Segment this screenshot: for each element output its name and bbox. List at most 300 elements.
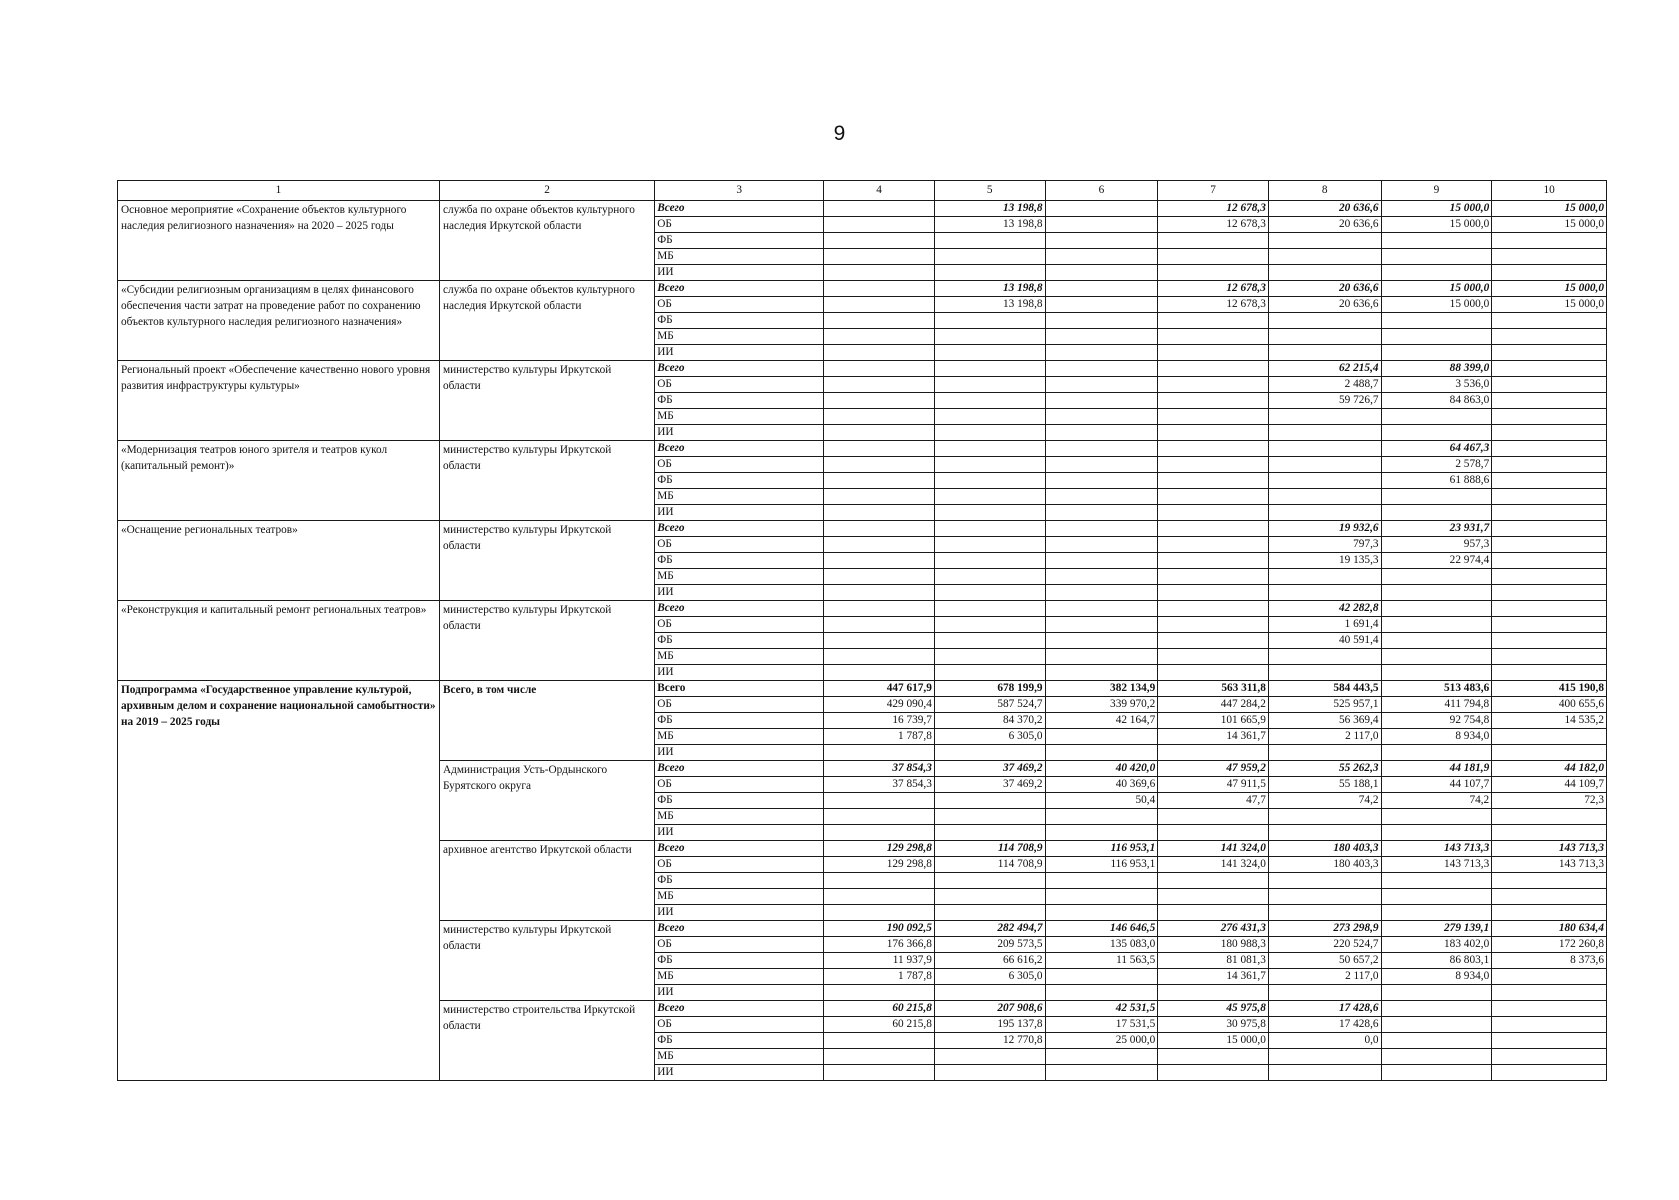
- amount-cell: [824, 489, 935, 505]
- amount-cell: 12 678,3: [1158, 281, 1269, 297]
- amount-cell: 50 657,2: [1268, 953, 1381, 969]
- page-number: 9: [833, 122, 846, 145]
- amount-cell: [1381, 649, 1492, 665]
- funding-source: Всего: [655, 681, 824, 697]
- amount-cell: [934, 377, 1045, 393]
- amount-cell: 20 636,6: [1268, 281, 1381, 297]
- amount-cell: [1268, 809, 1381, 825]
- amount-cell: [1492, 489, 1607, 505]
- amount-cell: 116 953,1: [1045, 857, 1158, 873]
- column-header: 6: [1045, 181, 1158, 201]
- amount-cell: [1381, 265, 1492, 281]
- amount-cell: 2 117,0: [1268, 969, 1381, 985]
- amount-cell: [1268, 585, 1381, 601]
- funding-source: ИИ: [655, 825, 824, 841]
- amount-cell: 50,4: [1045, 793, 1158, 809]
- amount-cell: [824, 1033, 935, 1049]
- amount-cell: [1492, 809, 1607, 825]
- amount-cell: 47,7: [1158, 793, 1269, 809]
- amount-cell: 72,3: [1492, 793, 1607, 809]
- amount-cell: [1045, 1049, 1158, 1065]
- amount-cell: [1492, 569, 1607, 585]
- funding-source: МБ: [655, 1049, 824, 1065]
- amount-cell: 59 726,7: [1268, 393, 1381, 409]
- amount-cell: [934, 1065, 1045, 1081]
- amount-cell: [1268, 409, 1381, 425]
- amount-cell: [1268, 745, 1381, 761]
- amount-cell: [934, 905, 1045, 921]
- column-header: 4: [824, 181, 935, 201]
- amount-cell: [1045, 297, 1158, 313]
- amount-cell: 1 787,8: [824, 969, 935, 985]
- table-body: [118, 201, 1607, 1081]
- responsible-executor: министерство культуры Иркутской области: [439, 921, 654, 1001]
- amount-cell: 25 000,0: [1045, 1033, 1158, 1049]
- amount-cell: 20 636,6: [1268, 217, 1381, 233]
- amount-cell: 2 578,7: [1381, 457, 1492, 473]
- funding-source: ИИ: [655, 425, 824, 441]
- amount-cell: [1045, 825, 1158, 841]
- amount-cell: [824, 249, 935, 265]
- amount-cell: 447 284,2: [1158, 697, 1269, 713]
- amount-cell: 19 135,3: [1268, 553, 1381, 569]
- funding-source: МБ: [655, 409, 824, 425]
- amount-cell: [824, 329, 935, 345]
- amount-cell: 339 970,2: [1045, 697, 1158, 713]
- amount-cell: 19 932,6: [1268, 521, 1381, 537]
- amount-cell: [1492, 745, 1607, 761]
- amount-cell: 12 678,3: [1158, 217, 1269, 233]
- amount-cell: [824, 585, 935, 601]
- amount-cell: [1045, 329, 1158, 345]
- amount-cell: [1492, 633, 1607, 649]
- amount-cell: [1492, 265, 1607, 281]
- amount-cell: 37 854,3: [824, 761, 935, 777]
- funding-source: Всего: [655, 841, 824, 857]
- amount-cell: [1381, 1033, 1492, 1049]
- amount-cell: [824, 553, 935, 569]
- funding-source: ИИ: [655, 585, 824, 601]
- amount-cell: 172 260,8: [1492, 937, 1607, 953]
- amount-cell: 15 000,0: [1492, 297, 1607, 313]
- amount-cell: 55 188,1: [1268, 777, 1381, 793]
- amount-cell: [934, 793, 1045, 809]
- amount-cell: [1045, 409, 1158, 425]
- amount-cell: 6 305,0: [934, 729, 1045, 745]
- amount-cell: 797,3: [1268, 537, 1381, 553]
- amount-cell: 74,2: [1268, 793, 1381, 809]
- amount-cell: [1492, 649, 1607, 665]
- amount-cell: 143 713,3: [1381, 841, 1492, 857]
- amount-cell: [1158, 601, 1269, 617]
- amount-cell: [1381, 889, 1492, 905]
- amount-cell: [934, 345, 1045, 361]
- amount-cell: 116 953,1: [1045, 841, 1158, 857]
- amount-cell: [824, 457, 935, 473]
- amount-cell: [1381, 905, 1492, 921]
- amount-cell: [824, 265, 935, 281]
- amount-cell: [1045, 985, 1158, 1001]
- amount-cell: [1492, 457, 1607, 473]
- amount-cell: [1158, 1049, 1269, 1065]
- funding-source: ФБ: [655, 233, 824, 249]
- measure-description: Региональный проект «Обеспечение качественно нового уровня развития инфраструктуры культуры»: [118, 361, 440, 441]
- amount-cell: [1045, 553, 1158, 569]
- amount-cell: [824, 809, 935, 825]
- responsible-executor: министерство культуры Иркутской области: [439, 601, 654, 681]
- amount-cell: 6 305,0: [934, 969, 1045, 985]
- amount-cell: 3 536,0: [1381, 377, 1492, 393]
- funding-source: Всего: [655, 361, 824, 377]
- funding-source: ИИ: [655, 265, 824, 281]
- amount-cell: [824, 441, 935, 457]
- amount-cell: [934, 441, 1045, 457]
- amount-cell: [1492, 969, 1607, 985]
- amount-cell: 42 164,7: [1045, 713, 1158, 729]
- amount-cell: [1045, 217, 1158, 233]
- amount-cell: 183 402,0: [1381, 937, 1492, 953]
- amount-cell: [824, 617, 935, 633]
- amount-cell: 957,3: [1381, 537, 1492, 553]
- funding-source: Всего: [655, 281, 824, 297]
- amount-cell: [1268, 233, 1381, 249]
- amount-cell: 176 366,8: [824, 937, 935, 953]
- table-row: [118, 601, 1607, 617]
- amount-cell: [934, 329, 1045, 345]
- amount-cell: 13 198,8: [934, 281, 1045, 297]
- amount-cell: 74,2: [1381, 793, 1492, 809]
- amount-cell: [1158, 313, 1269, 329]
- amount-cell: [824, 473, 935, 489]
- amount-cell: [1158, 665, 1269, 681]
- amount-cell: [1268, 345, 1381, 361]
- amount-cell: [1381, 1001, 1492, 1017]
- amount-cell: [1158, 649, 1269, 665]
- amount-cell: [1045, 201, 1158, 217]
- amount-cell: [824, 873, 935, 889]
- funding-source: ИИ: [655, 1065, 824, 1081]
- amount-cell: 2 117,0: [1268, 729, 1381, 745]
- responsible-executor: министерство культуры Иркутской области: [439, 361, 654, 441]
- funding-source: ИИ: [655, 745, 824, 761]
- amount-cell: [1158, 489, 1269, 505]
- amount-cell: [1381, 601, 1492, 617]
- amount-cell: [1045, 505, 1158, 521]
- amount-cell: [1492, 345, 1607, 361]
- amount-cell: [824, 665, 935, 681]
- amount-cell: [934, 873, 1045, 889]
- amount-cell: 14 361,7: [1158, 969, 1269, 985]
- amount-cell: [1492, 361, 1607, 377]
- funding-source: ИИ: [655, 345, 824, 361]
- funding-source: Всего: [655, 201, 824, 217]
- amount-cell: [934, 409, 1045, 425]
- amount-cell: [1381, 233, 1492, 249]
- amount-cell: [1045, 569, 1158, 585]
- amount-cell: 14 361,7: [1158, 729, 1269, 745]
- amount-cell: [1268, 489, 1381, 505]
- amount-cell: 129 298,8: [824, 857, 935, 873]
- amount-cell: 88 399,0: [1381, 361, 1492, 377]
- amount-cell: [824, 201, 935, 217]
- amount-cell: [1381, 1049, 1492, 1065]
- amount-cell: [1492, 553, 1607, 569]
- amount-cell: [1045, 233, 1158, 249]
- amount-cell: [1045, 665, 1158, 681]
- amount-cell: 209 573,5: [934, 937, 1045, 953]
- amount-cell: 563 311,8: [1158, 681, 1269, 697]
- amount-cell: 30 975,8: [1158, 1017, 1269, 1033]
- amount-cell: [824, 505, 935, 521]
- amount-cell: 220 524,7: [1268, 937, 1381, 953]
- amount-cell: [934, 313, 1045, 329]
- amount-cell: [1381, 313, 1492, 329]
- amount-cell: [1268, 569, 1381, 585]
- amount-cell: 55 262,3: [1268, 761, 1381, 777]
- amount-cell: 84 863,0: [1381, 393, 1492, 409]
- amount-cell: 60 215,8: [824, 1001, 935, 1017]
- amount-cell: [824, 313, 935, 329]
- amount-cell: [1381, 409, 1492, 425]
- amount-cell: 44 182,0: [1492, 761, 1607, 777]
- measure-description: Подпрограмма «Государственное управление культурой, архивным делом и сохранение национальной самобытности» на 2019 – 2025 годы: [118, 681, 440, 1081]
- amount-cell: [1381, 985, 1492, 1001]
- funding-source: ОБ: [655, 697, 824, 713]
- responsible-executor: министерство культуры Иркутской области: [439, 441, 654, 521]
- amount-cell: [1268, 649, 1381, 665]
- amount-cell: 101 665,9: [1158, 713, 1269, 729]
- amount-cell: [1268, 905, 1381, 921]
- amount-cell: [934, 505, 1045, 521]
- amount-cell: 114 708,9: [934, 857, 1045, 873]
- amount-cell: [824, 649, 935, 665]
- amount-cell: 12 678,3: [1158, 201, 1269, 217]
- amount-cell: [1045, 313, 1158, 329]
- table-row: [118, 361, 1607, 377]
- amount-cell: 23 931,7: [1381, 521, 1492, 537]
- amount-cell: [824, 393, 935, 409]
- amount-cell: 143 713,3: [1492, 841, 1607, 857]
- amount-cell: [934, 601, 1045, 617]
- amount-cell: [1158, 457, 1269, 473]
- amount-cell: [1045, 281, 1158, 297]
- amount-cell: [1268, 825, 1381, 841]
- amount-cell: [1158, 569, 1269, 585]
- amount-cell: 40 591,4: [1268, 633, 1381, 649]
- funding-source: МБ: [655, 889, 824, 905]
- funding-source: Всего: [655, 441, 824, 457]
- amount-cell: 15 000,0: [1381, 297, 1492, 313]
- amount-cell: [824, 601, 935, 617]
- amount-cell: [1045, 489, 1158, 505]
- amount-cell: [1381, 745, 1492, 761]
- funding-source: ФБ: [655, 313, 824, 329]
- amount-cell: [934, 889, 1045, 905]
- amount-cell: [1158, 905, 1269, 921]
- responsible-executor: архивное агентство Иркутской области: [439, 841, 654, 921]
- amount-cell: [1268, 265, 1381, 281]
- amount-cell: [824, 537, 935, 553]
- funding-source: ИИ: [655, 665, 824, 681]
- measure-description: «Оснащение региональных театров»: [118, 521, 440, 601]
- amount-cell: [824, 793, 935, 809]
- amount-cell: 382 134,9: [1045, 681, 1158, 697]
- column-header: 2: [439, 181, 654, 201]
- funding-source: ОБ: [655, 857, 824, 873]
- funding-source: ФБ: [655, 393, 824, 409]
- amount-cell: 22 974,4: [1381, 553, 1492, 569]
- amount-cell: [1492, 585, 1607, 601]
- table-row: [118, 441, 1607, 457]
- amount-cell: [824, 425, 935, 441]
- amount-cell: 15 000,0: [1381, 281, 1492, 297]
- amount-cell: [934, 665, 1045, 681]
- funding-source: ОБ: [655, 537, 824, 553]
- amount-cell: [934, 425, 1045, 441]
- amount-cell: [934, 809, 1045, 825]
- amount-cell: [824, 345, 935, 361]
- amount-cell: [1492, 825, 1607, 841]
- column-number-row: [118, 181, 1607, 201]
- responsible-executor: служба по охране объектов культурного наследия Иркутской области: [439, 201, 654, 281]
- amount-cell: [934, 745, 1045, 761]
- amount-cell: [1492, 537, 1607, 553]
- amount-cell: [1045, 873, 1158, 889]
- column-header: 8: [1268, 181, 1381, 201]
- amount-cell: 37 469,2: [934, 761, 1045, 777]
- amount-cell: [934, 265, 1045, 281]
- funding-source: ИИ: [655, 905, 824, 921]
- amount-cell: [934, 393, 1045, 409]
- funding-source: МБ: [655, 489, 824, 505]
- amount-cell: [1268, 249, 1381, 265]
- budget-table: [117, 180, 1607, 1081]
- funding-source: ФБ: [655, 793, 824, 809]
- amount-cell: [824, 1065, 935, 1081]
- amount-cell: 141 324,0: [1158, 841, 1269, 857]
- amount-cell: [1045, 1065, 1158, 1081]
- amount-cell: [934, 457, 1045, 473]
- amount-cell: [1381, 825, 1492, 841]
- amount-cell: [1492, 1001, 1607, 1017]
- amount-cell: [824, 569, 935, 585]
- amount-cell: 584 443,5: [1268, 681, 1381, 697]
- amount-cell: 11 937,9: [824, 953, 935, 969]
- amount-cell: [1492, 329, 1607, 345]
- amount-cell: 84 370,2: [934, 713, 1045, 729]
- amount-cell: 180 634,4: [1492, 921, 1607, 937]
- amount-cell: [1158, 409, 1269, 425]
- amount-cell: [934, 489, 1045, 505]
- funding-source: МБ: [655, 329, 824, 345]
- funding-source: ФБ: [655, 873, 824, 889]
- funding-source: ФБ: [655, 473, 824, 489]
- funding-source: Всего: [655, 521, 824, 537]
- amount-cell: [824, 409, 935, 425]
- amount-cell: 66 616,2: [934, 953, 1045, 969]
- amount-cell: 62 215,4: [1268, 361, 1381, 377]
- amount-cell: 447 617,9: [824, 681, 935, 697]
- amount-cell: [1268, 329, 1381, 345]
- funding-source: ФБ: [655, 553, 824, 569]
- amount-cell: [1158, 425, 1269, 441]
- amount-cell: [1045, 521, 1158, 537]
- amount-cell: [824, 377, 935, 393]
- table-row: [118, 681, 1607, 697]
- amount-cell: 81 081,3: [1158, 953, 1269, 969]
- funding-source: ОБ: [655, 377, 824, 393]
- amount-cell: 15 000,0: [1158, 1033, 1269, 1049]
- amount-cell: 13 198,8: [934, 201, 1045, 217]
- amount-cell: [1158, 889, 1269, 905]
- table-row: [118, 521, 1607, 537]
- table-row: [118, 281, 1607, 297]
- amount-cell: [1492, 1017, 1607, 1033]
- amount-cell: [1492, 441, 1607, 457]
- amount-cell: 415 190,8: [1492, 681, 1607, 697]
- amount-cell: 587 524,7: [934, 697, 1045, 713]
- amount-cell: [934, 633, 1045, 649]
- amount-cell: [824, 905, 935, 921]
- amount-cell: [1492, 313, 1607, 329]
- amount-cell: 180 403,3: [1268, 841, 1381, 857]
- amount-cell: [1492, 889, 1607, 905]
- amount-cell: [934, 537, 1045, 553]
- amount-cell: [1158, 809, 1269, 825]
- amount-cell: [1045, 617, 1158, 633]
- amount-cell: [934, 521, 1045, 537]
- amount-cell: [1158, 617, 1269, 633]
- amount-cell: [1045, 809, 1158, 825]
- amount-cell: [1268, 457, 1381, 473]
- amount-cell: [1158, 393, 1269, 409]
- amount-cell: [1045, 745, 1158, 761]
- amount-cell: [1381, 329, 1492, 345]
- amount-cell: 40 420,0: [1045, 761, 1158, 777]
- responsible-executor: служба по охране объектов культурного наследия Иркутской области: [439, 281, 654, 361]
- table-row: [118, 201, 1607, 217]
- amount-cell: [1158, 505, 1269, 521]
- amount-cell: [934, 361, 1045, 377]
- amount-cell: [1492, 1065, 1607, 1081]
- amount-cell: [1492, 1033, 1607, 1049]
- amount-cell: [934, 473, 1045, 489]
- amount-cell: 8 934,0: [1381, 729, 1492, 745]
- amount-cell: [824, 745, 935, 761]
- amount-cell: [1045, 601, 1158, 617]
- amount-cell: [1045, 649, 1158, 665]
- column-header: 10: [1492, 181, 1607, 201]
- amount-cell: 16 739,7: [824, 713, 935, 729]
- amount-cell: 195 137,8: [934, 1017, 1045, 1033]
- funding-source: ИИ: [655, 985, 824, 1001]
- amount-cell: [1381, 489, 1492, 505]
- amount-cell: [934, 649, 1045, 665]
- amount-cell: 17 531,5: [1045, 1017, 1158, 1033]
- amount-cell: [1268, 1065, 1381, 1081]
- amount-cell: [1492, 729, 1607, 745]
- amount-cell: 42 282,8: [1268, 601, 1381, 617]
- amount-cell: [1381, 1017, 1492, 1033]
- amount-cell: 15 000,0: [1492, 217, 1607, 233]
- amount-cell: 37 469,2: [934, 777, 1045, 793]
- amount-cell: 190 092,5: [824, 921, 935, 937]
- amount-cell: [824, 217, 935, 233]
- funding-source: ОБ: [655, 617, 824, 633]
- amount-cell: [1268, 441, 1381, 457]
- funding-source: Всего: [655, 601, 824, 617]
- amount-cell: [1492, 521, 1607, 537]
